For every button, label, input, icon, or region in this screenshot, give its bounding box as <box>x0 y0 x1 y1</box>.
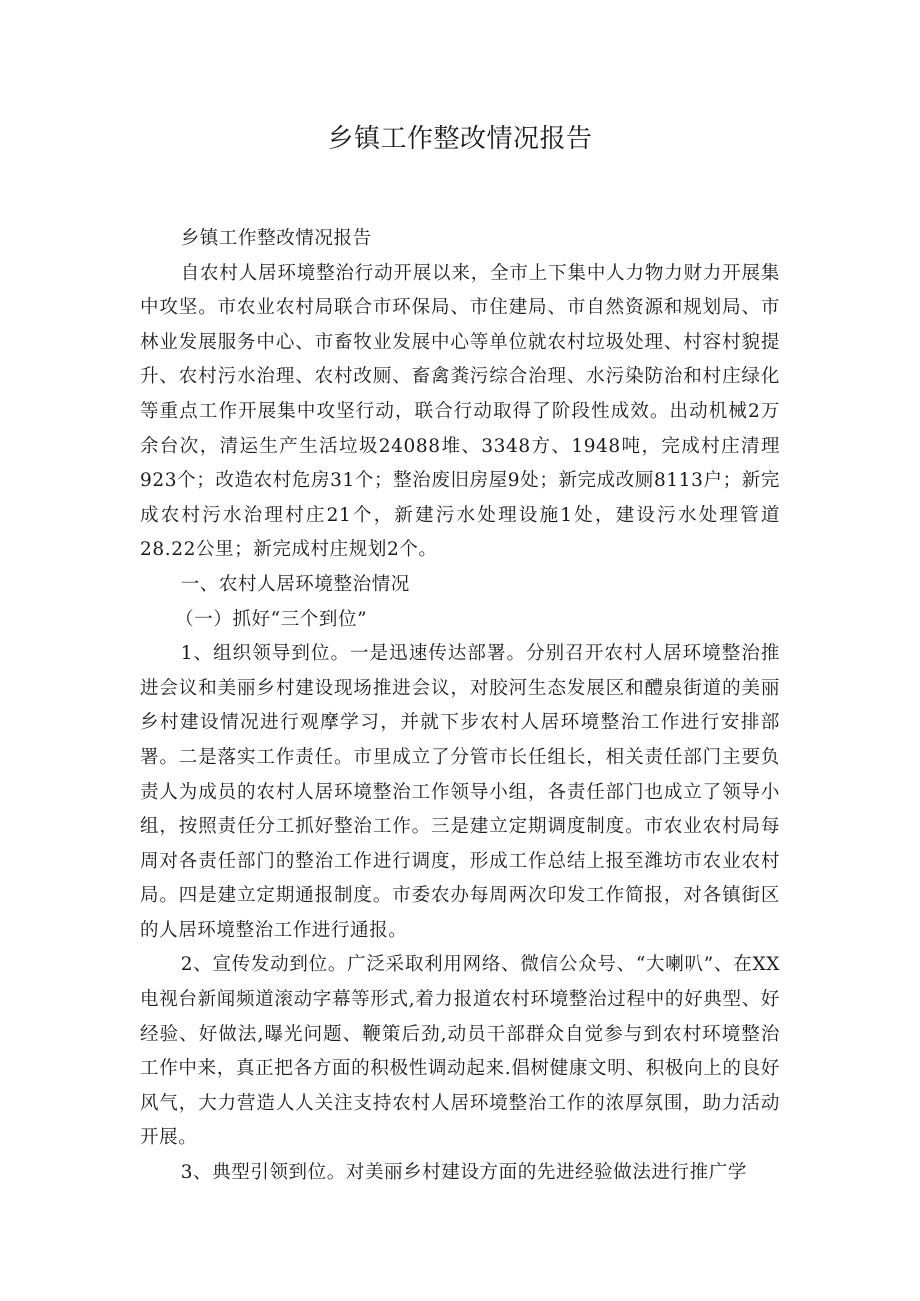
document-title: 乡镇工作整改情况报告 <box>327 124 593 154</box>
intro-paragraph: 自农村人居环境整治行动开展以来，全市上下集中人力物力财力开展集中攻坚。市农业农村局联合市环保局、市住建局、市自然资源和规划局、市林业发展服务中心、市畜牧业发展中心等单位就农村垃圾处理、村容村貌提升、农村污水治理、农村改厕、畜禽粪污综合治理、水污染防治和村庄绿化等重点工作开展集中攻坚行动，联合行动取得了阶段性成效。出动机械2万余台次，清运生产生活垃圾24088堆、3348方、1948吨，完成村庄清理923个；改造农村危房31个；整治废旧房屋9处；新完成改厕8113户；新完成农村污水治理村庄21个，新建污水处理设施1处，建设污水处理管道28.22公里；新完成村庄规划2个。 <box>140 262 780 561</box>
body-paragraph-model: 3、典型引领到位。对美丽乡村建设方面的先进经验做法进行推广学 <box>180 1162 747 1184</box>
body-paragraph-publicity: 2、宣传发动到位。广泛采取利用网络、微信公众号、“大喇叭”、在XX电视台新闻频道滚动字幕等形式,着力报道农村环境整治过程中的好典型、好经验、好做法,曝光问题、鞭策后劲,动员干部群众自觉参与到农村环境整治工作中来，真正把各方面的积极性调动起来.倡树健康文明、积极向上的良好风气，大力营造人人关注支持农村人居环境整治工作的浓厚氛围，助力活动开展。 <box>140 954 780 1149</box>
body-paragraph-organization: 1、组织领导到位。一是迅速传达部署。分别召开农村人居环境整治推进会议和美丽乡村建设现场推进会议，对胶河生态发展区和醴泉街道的美丽乡村建设情况进行观摩学习，并就下步农村人居环境整治工作进行安排部署。二是落实工作责任。市里成立了分管市长任组长，相关责任部门主要负责人为成员的农村人居环境整治工作领导小组，各责任部门也成立了领导小组，按照责任分工抓好整治工作。三是建立定期调度制度。市农业农村局每周对各责任部门的整治工作进行调度，形成工作总结上报至潍坊市农业农村局。四是建立定期通报制度。市委农办每周两次印发工作简报，对各镇街区的人居环境整治工作进行通报。 <box>140 643 780 941</box>
document-body <box>140 222 780 1191</box>
subsection-heading: （一）抓好“三个到位” <box>175 608 368 630</box>
subtitle-paragraph: 乡镇工作整改情况报告 <box>180 228 372 249</box>
section-heading: 一、农村人居环境整治情况 <box>180 573 410 595</box>
